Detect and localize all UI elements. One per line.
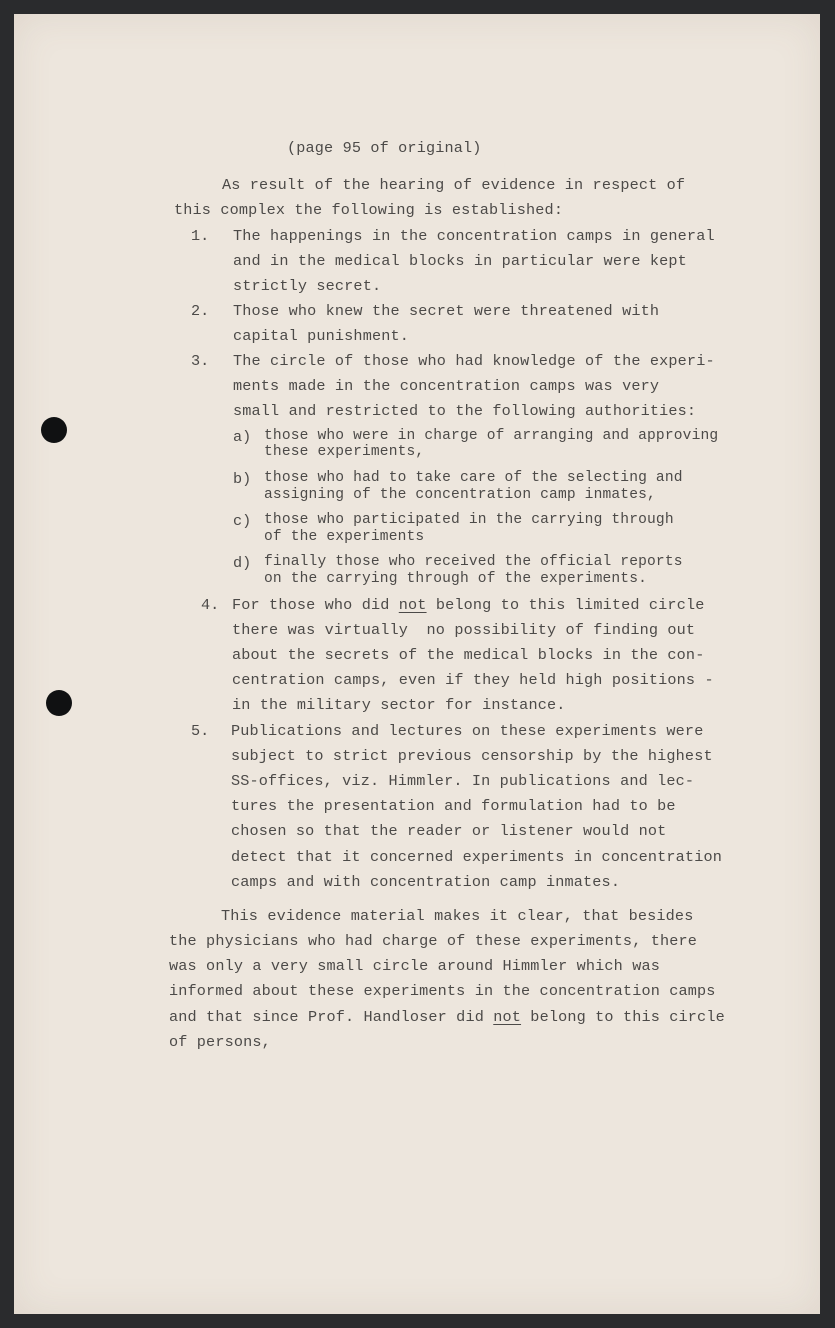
punch-hole — [41, 417, 67, 443]
conclusion-line — [169, 1008, 725, 1026]
underlined-word: not — [398, 596, 427, 614]
subitem-line: those who had to take care of the selecting and — [264, 470, 683, 486]
subitem-letter: c) — [233, 512, 252, 530]
point-number: 3. — [191, 352, 210, 370]
conclusion-line: This evidence material makes it clear, that besides — [221, 907, 694, 925]
subitem-line: of the experiments — [264, 529, 425, 545]
subitem-line: on the carrying through of the experiments. — [264, 571, 648, 587]
point-number: 4. — [201, 596, 220, 614]
point-line: The circle of those who had knowledge of the experi- — [233, 352, 715, 370]
point-line: subject to strict previous censorship by the highest — [231, 747, 713, 765]
subitem-line: finally those who received the official reports — [264, 554, 683, 570]
point-line: Those who knew the secret were threatened with — [233, 302, 660, 320]
subitem-letter: b) — [233, 470, 252, 488]
point-line: Publications and lectures on these experiments were — [231, 722, 704, 740]
point-line: capital punishment. — [233, 327, 410, 345]
point-line: ments made in the concentration camps was very — [233, 377, 660, 395]
point-line: SS-offices, viz. Himmler. In publications and lec- — [231, 772, 695, 790]
point-line — [232, 596, 704, 614]
point-number: 2. — [191, 302, 210, 320]
conclusion-line: the physicians who had charge of these experiments, there — [169, 932, 698, 950]
point-line: tures the presentation and formulation had to be — [231, 797, 676, 815]
point-line: small and restricted to the following authorities: — [233, 402, 697, 420]
conclusion-text: belong to this circle — [521, 1008, 725, 1026]
point-line: there was virtually no possibility of finding out — [232, 621, 696, 639]
punch-hole — [46, 690, 72, 716]
intro-line: this complex the following is established: — [174, 201, 564, 219]
subitem-letter: a) — [233, 428, 252, 446]
page-reference: (page 95 of original) — [287, 139, 482, 157]
subitem-line: those who were in charge of arranging and approving — [264, 428, 719, 444]
point-text: belong to this limited circle — [426, 596, 705, 614]
underlined-word: not — [493, 1008, 522, 1026]
subitem-line: these experiments, — [264, 444, 425, 460]
conclusion-line: informed about these experiments in the concentration camps — [169, 982, 716, 1000]
conclusion-text: and that since Prof. Handloser did — [169, 1008, 494, 1026]
intro-line: As result of the hearing of evidence in respect of — [222, 176, 686, 194]
point-text: For those who did — [232, 596, 399, 614]
point-number: 5. — [191, 722, 210, 740]
conclusion-line: of persons, — [169, 1033, 271, 1051]
point-line: centration camps, even if they held high positions - — [232, 671, 714, 689]
point-line: about the secrets of the medical blocks in the con- — [232, 646, 705, 664]
point-line: chosen so that the reader or listener would not — [231, 822, 667, 840]
point-line: The happenings in the concentration camps in general — [233, 227, 715, 245]
conclusion-line: was only a very small circle around Himmler which was — [169, 957, 660, 975]
subitem-letter: d) — [233, 554, 252, 572]
point-line: strictly secret. — [233, 277, 382, 295]
point-line: and in the medical blocks in particular were kept — [233, 252, 687, 270]
subitem-line: assigning of the concentration camp inmates, — [264, 487, 656, 503]
point-line: detect that it concerned experiments in concentration — [231, 848, 722, 866]
point-number: 1. — [191, 227, 210, 245]
subitem-line: those who participated in the carrying through — [264, 512, 674, 528]
point-line: camps and with concentration camp inmates. — [231, 873, 621, 891]
point-line: in the military sector for instance. — [232, 696, 566, 714]
